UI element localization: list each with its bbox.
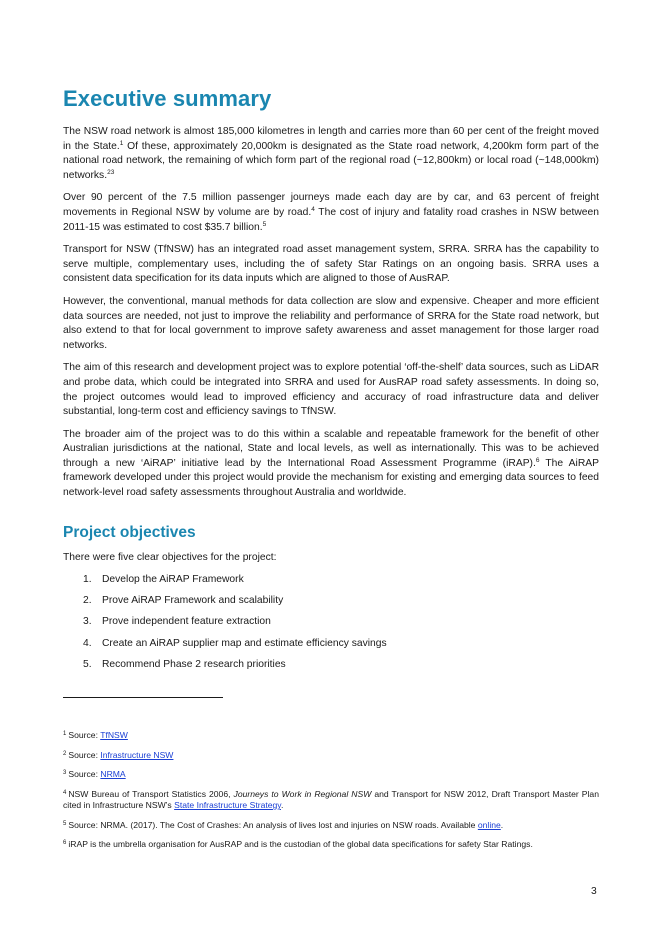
footnote-number: 4 [63, 789, 67, 796]
footnote-ref: 23 [107, 168, 115, 176]
page-number: 3 [591, 886, 597, 897]
list-item [63, 658, 387, 672]
paragraph-text: The broader aim of the project was to do this within a scalable and repeatable framework for the benefit of other Australian jurisdictions at the national, State and local levels, as well as internationally. This was to be achieved through a new ‘AiRAP’ initiative lead by the International Road Assessment Programme (iRAP). [63, 428, 599, 469]
list-item [63, 594, 387, 608]
list-number: 5. [83, 658, 92, 670]
footnote-text: . [280, 800, 284, 811]
footnote-number: 5 [63, 820, 67, 827]
paragraph-text: Over 90 percent of the 7.5 million passenger journeys made each day are by car, and 63 percent of freight movements in Regional NSW by volume are by road. [63, 192, 599, 218]
footnote-text: and Transport for NSW 2012, Draft Transport Master Plan cited in Infrastructure NSW’s [63, 788, 599, 811]
footnote-6 [63, 839, 599, 850]
page-title: Executive summary [63, 86, 272, 111]
footnote-text: iRAP is the umbrella organisation for AusRAP and is the custodian of the global data specifications for safety Star Ratings. [68, 839, 533, 850]
footnote-number: 2 [63, 750, 67, 757]
footnote-divider [63, 697, 223, 698]
footnote-text: Source: [68, 730, 101, 740]
list-number: 4. [83, 637, 92, 649]
footnote-link-state-infrastructure-strategy[interactable]: State Infrastructure Strategy [174, 800, 281, 811]
footnotes [63, 730, 599, 859]
footnote-ref: 1 [119, 139, 124, 147]
footnote-link-infrastructure-nsw[interactable]: Infrastructure NSW [100, 749, 174, 760]
summary-body [63, 125, 599, 509]
list-item [63, 615, 387, 629]
footnote-5 [63, 820, 599, 831]
list-text: Prove independent feature extraction [102, 616, 271, 628]
footnote-number: 3 [63, 770, 67, 777]
footnote-text: Source: [68, 769, 101, 780]
footnote-text: . [500, 819, 504, 830]
paragraph-project-aim: The aim of this research and development project was to explore potential ‘off-the-shelf’ data sources, such as LiDAR and probe data, which could be integrated into SRRA and used for AusRAP road safety assessments. In doing so, the project outcomes would lead to improved efficiency and accuracy of road infrastructure data and deliver substantial, long-term cost and efficiency savings to TfNSW. [63, 362, 599, 418]
list-text: Create an AiRAP supplier map and estimate efficiency savings [102, 637, 387, 649]
list-number: 3. [83, 616, 92, 628]
footnote-2 [63, 750, 599, 761]
objectives-intro: There were five clear objectives for the project: [63, 552, 277, 563]
paragraph-text: The AiRAP framework developed under this project would provide the mechanism for existing and emerging data sources to feed network-level road safety assessments throughout Australia and worldwide. [63, 457, 599, 499]
paragraph-text: The NSW road network is almost 185,000 kilometres in length and carries more than 60 per cent of the freight moved in the State. [63, 126, 599, 152]
footnote-number: 1 [63, 731, 67, 737]
footnote-ref: 5 [262, 220, 267, 228]
objectives-list [63, 573, 387, 679]
footnote-link-tfnsw[interactable]: TfNSW [100, 730, 128, 740]
footnote-ref: 6 [535, 456, 540, 464]
footnote-text: Source: [68, 749, 101, 760]
list-item [63, 637, 387, 651]
list-text: Prove AiRAP Framework and scalability [102, 595, 284, 607]
list-number: 1. [83, 574, 92, 585]
section-heading-objectives: Project objectives [63, 524, 196, 541]
footnote-ref: 4 [311, 205, 315, 213]
footnote-text: Source: NRMA. (2017). The Cost of Crashes: An analysis of lives lost and injuries on NSW roads. Available [68, 819, 478, 830]
list-number: 2. [83, 595, 92, 607]
footnote-link-online[interactable]: online [477, 819, 501, 830]
footnote-1 [63, 730, 599, 741]
list-text: Develop the AiRAP Framework [102, 574, 244, 585]
footnote-4 [63, 789, 599, 812]
footnote-3 [63, 769, 599, 780]
paragraph-data-collection: However, the conventional, manual methods for data collection are slow and expensive. Cheaper and more efficient data sources are needed, not just to improve the reliability and performance of SRRA for the State road network, but also extend to that for local government to improve safety awareness and asset management for those larger road networks. [63, 295, 599, 351]
footnote-text: NSW Bureau of Transport Statistics 2006, [68, 788, 234, 799]
list-item [63, 573, 387, 587]
paragraph-road-network [63, 125, 599, 183]
footnote-italic-title: Journeys to Work in Regional NSW [233, 788, 372, 799]
paragraph-srra: Transport for NSW (TfNSW) has an integrated road asset management system, SRRA. SRRA has the capability to serve multiple, complementary uses, including the of safety Star Ratings on an ongoing basis. SRRA uses a consistent data specification for its data inputs which are aligned to those of AusRAP. [63, 244, 599, 285]
paragraph-broader-aim [63, 428, 599, 501]
footnote-number: 6 [63, 840, 67, 847]
paragraph-text: The cost of injury and fatality road crashes in NSW between 2011-15 was estimated to cost $35.7 billion. [63, 206, 599, 233]
footnote-link-nrma[interactable]: NRMA [100, 769, 126, 780]
list-text: Recommend Phase 2 research priorities [102, 658, 286, 670]
paragraph-passenger-journeys [63, 191, 599, 235]
paragraph-text: Of these, approximately 20,000km is designated as the State road network, 4,200km form part of the national road network, the remaining of which form part of the regional road (~12,800km) or local road (~148,000km) networks. [63, 140, 599, 181]
